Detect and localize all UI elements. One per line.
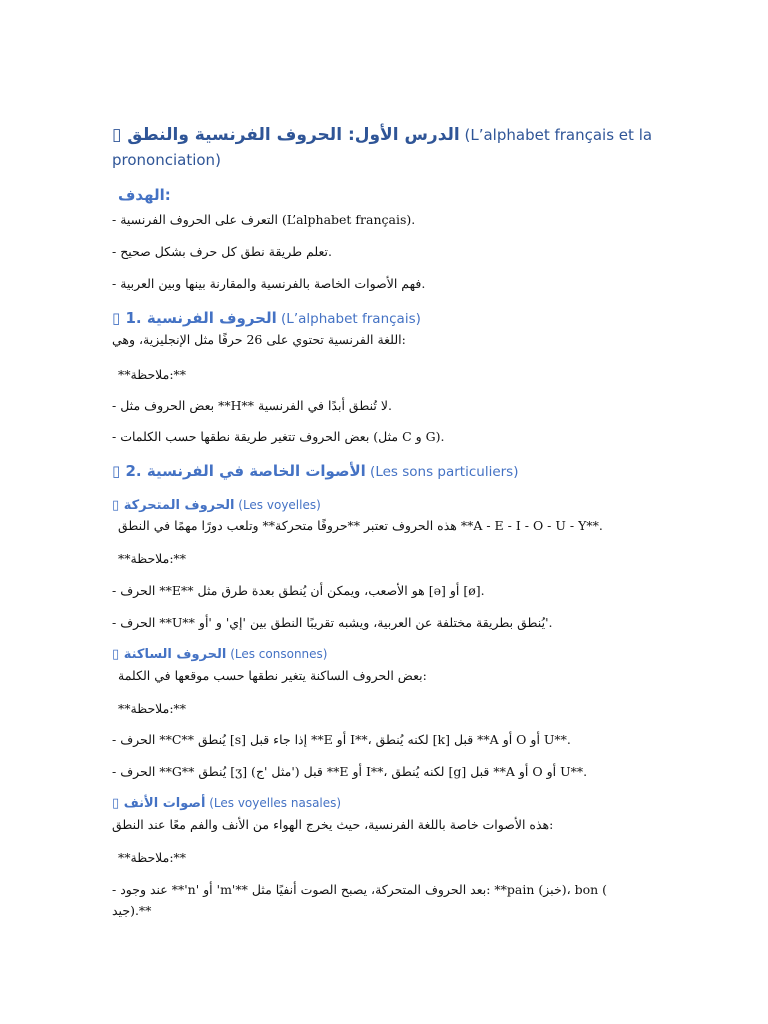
consonants-item-1: - الحرف **C** يُنطق [s] إذا جاء قبل **E أو I**، لكنه يُنطق [k] قبل **A أو O أو U**. (112, 732, 571, 747)
goal-item-1: - التعرف على الحروف الفرنسية (L’alphabet français). (112, 212, 416, 227)
section2-heading-latin: (Les sons particuliers) (365, 464, 519, 480)
consonants-item-2: - الحرف **G** يُنطق [ʒ] (مثل 'ج') قبل **E أو I**، لكنه يُنطق [g] قبل **A أو O أو U**. (112, 764, 588, 779)
vowels-heading-latin: (Les voyelles) (234, 498, 321, 512)
vowels-heading (112, 498, 321, 513)
section1-intro: اللغة الفرنسية تحتوي على 26 حرفًا مثل الإنجليزية، وهي: (112, 332, 406, 347)
consonants-heading (112, 647, 327, 662)
section1-heading (112, 309, 421, 327)
section1-heading-arabic: ▯ 1. الحروف الفرنسية (112, 309, 277, 327)
vowels-item-1: - الحرف **E** هو الأصعب، ويمكن أن يُنطق بعدة طرق مثل [ə] أو [ø]. (112, 583, 485, 598)
goal-item-2: - تعلم طريقة نطق كل حرف بشكل صحيح. (112, 244, 333, 259)
nasals-heading-arabic: ▯ أصوات الأنف (112, 796, 206, 811)
consonants-heading-arabic: ▯ الحروف الساكنة (112, 647, 227, 662)
vowels-item-2: - الحرف **U** يُنطق بطريقة مختلفة عن العربية، ويشبه تقريبًا النطق بين 'إي' و 'أو'. (112, 615, 553, 630)
section1-note: **ملاحظة:** (118, 367, 187, 382)
nasals-note: **ملاحظة:** (118, 850, 187, 865)
section1-heading-latin: (L’alphabet français) (276, 311, 421, 327)
nasals-heading (112, 796, 341, 811)
nasals-intro: هذه الأصوات خاصة باللغة الفرنسية، حيث يخرج الهواء من الأنف والفم معًا عند النطق: (112, 817, 554, 832)
nasals-item-line-2: جيد).** (112, 903, 152, 918)
goal-heading: الهدف: (118, 186, 171, 204)
consonants-heading-latin: (Les consonnes) (226, 647, 328, 661)
consonants-note: **ملاحظة:** (118, 701, 187, 716)
vowels-heading-arabic: ▯ الحروف المتحركة (112, 498, 235, 513)
lesson-title-continued (112, 150, 221, 170)
section1-item-2: - بعض الحروف تتغير طريقة نطقها حسب الكلمات (مثل C و G). (112, 429, 445, 444)
vowels-note: **ملاحظة:** (118, 551, 187, 566)
nasals-item-line-1: - عند وجود **'n' أو 'm'** بعد الحروف المتحركة، يصبح الصوت أنفيًا مثل: **pain (خبز)، bon ( (112, 882, 607, 897)
consonants-intro: بعض الحروف الساكنة يتغير نطقها حسب موقعها في الكلمة: (118, 668, 427, 683)
vowels-intro: هذه الحروف تعتبر **حروفًا متحركة** وتلعب دورًا مهمًا في النطق **A - E - I - O - U - Y**. (118, 518, 603, 533)
section1-item-1: - بعض الحروف مثل **H** لا تُنطق أبدًا في الفرنسية. (112, 398, 392, 413)
lesson-title-latin: (L’alphabet français et la (459, 126, 653, 144)
nasals-heading-latin: (Les voyelles nasales) (205, 796, 342, 810)
lesson-title-arabic: ▯ الدرس الأول: الحروف الفرنسية والنطق (112, 125, 460, 145)
lesson-title (112, 125, 652, 145)
goal-item-3: - فهم الأصوات الخاصة بالفرنسية والمقارنة بينها وبين العربية. (112, 276, 426, 291)
section2-heading (112, 462, 518, 480)
lesson-title-latin-2: prononciation) (112, 151, 221, 169)
section2-heading-arabic: ▯ 2. الأصوات الخاصة في الفرنسية (112, 462, 366, 480)
